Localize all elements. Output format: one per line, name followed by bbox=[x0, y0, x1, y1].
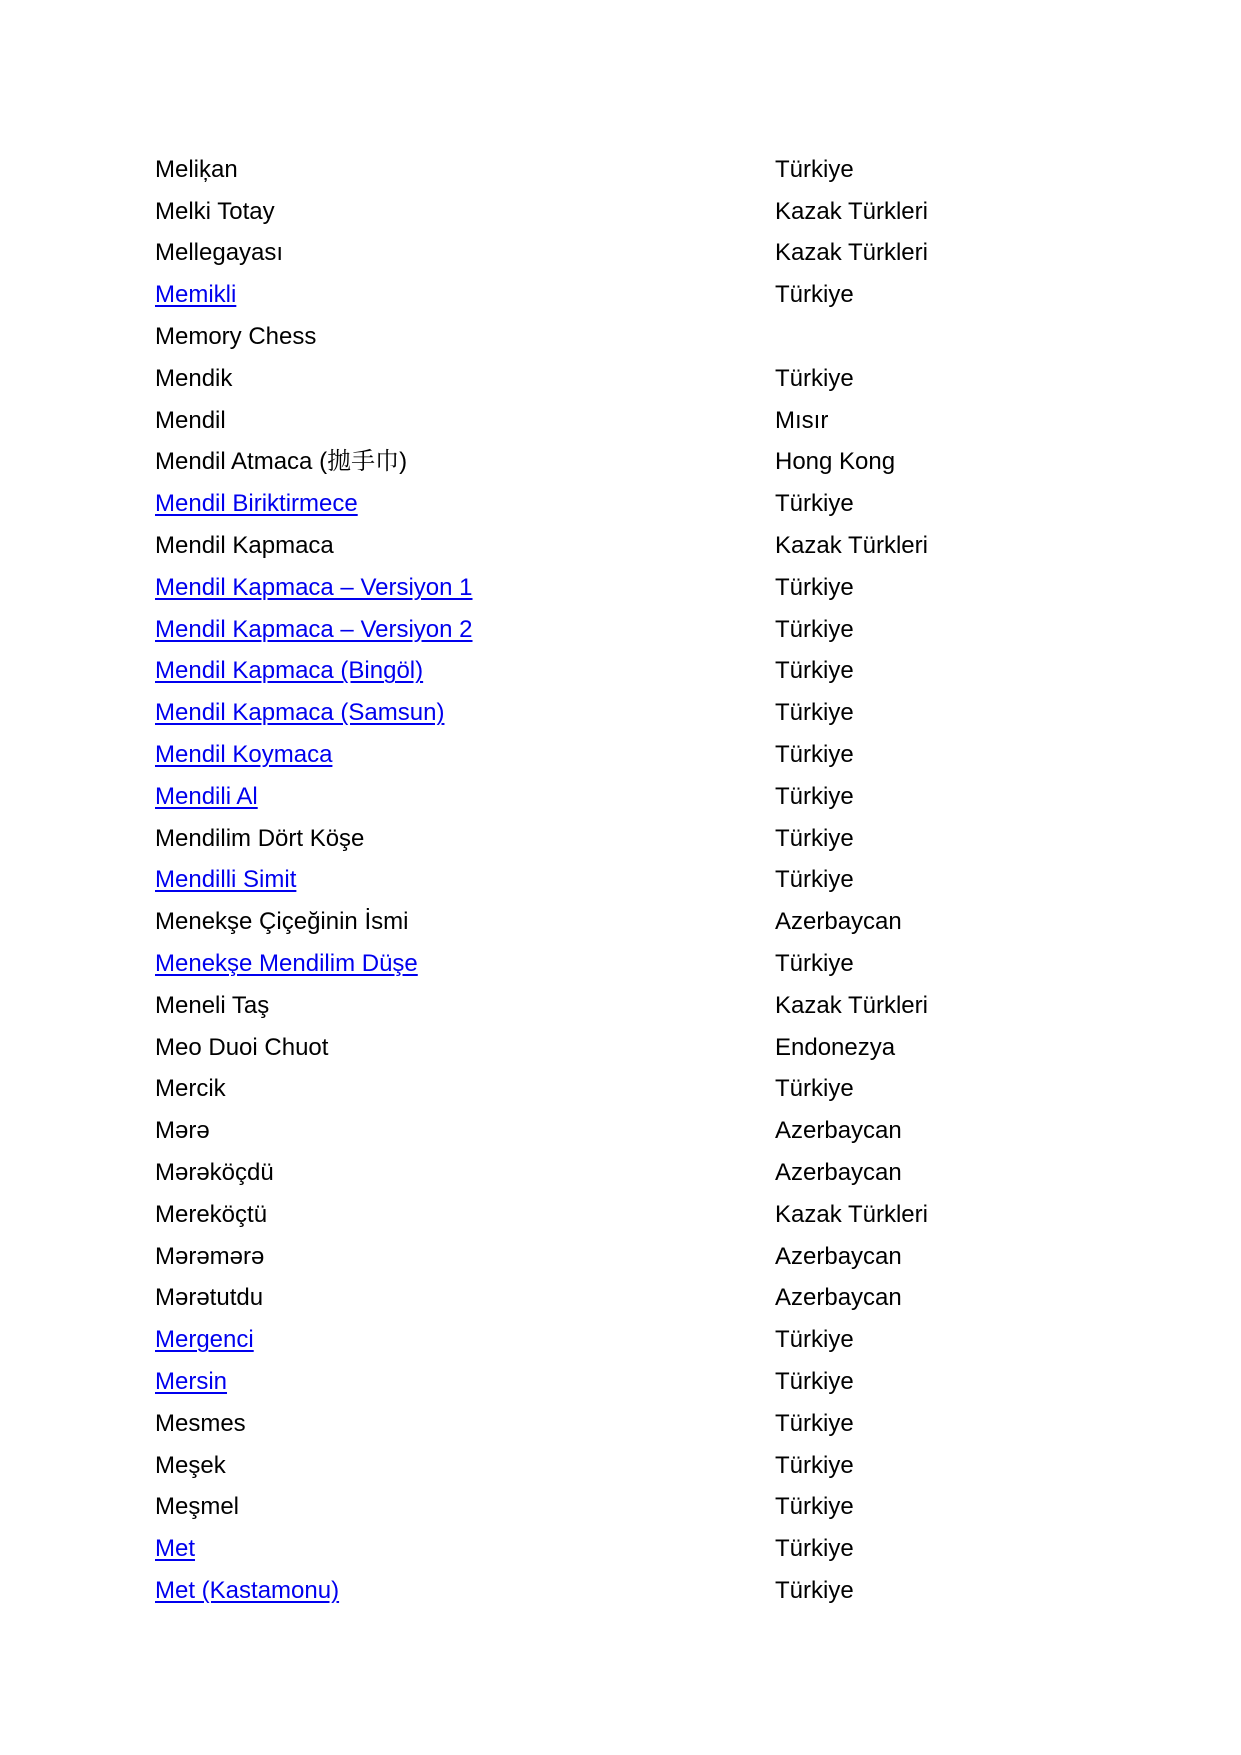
country-name: Azerbaycan bbox=[775, 1159, 902, 1187]
game-name-link[interactable]: Mendil Biriktirmece bbox=[155, 490, 358, 518]
list-item bbox=[155, 734, 1055, 776]
country-name: Kazak Türkleri bbox=[775, 532, 928, 560]
country-name: Türkiye bbox=[775, 866, 854, 894]
game-name-link[interactable]: Mendilli Simit bbox=[155, 866, 297, 894]
game-name: Mərə bbox=[155, 1117, 210, 1145]
list-item bbox=[155, 1361, 1055, 1403]
game-name-link[interactable]: Mendil Kapmaca (Bingöl) bbox=[155, 657, 424, 685]
list-item bbox=[155, 609, 1055, 651]
country-name: Türkiye bbox=[775, 615, 854, 643]
country-name: Mısır bbox=[775, 406, 829, 434]
game-name: Mereköçtü bbox=[155, 1200, 268, 1228]
game-name: Mendil Atmaca (拋手巾) bbox=[155, 448, 408, 476]
country-name: Türkiye bbox=[775, 824, 854, 852]
country-name: Türkiye bbox=[775, 1535, 854, 1563]
list-item bbox=[155, 1570, 1055, 1612]
game-name: Meşek bbox=[155, 1451, 226, 1479]
country-name: Türkiye bbox=[775, 1368, 854, 1395]
country-name: Türkiye bbox=[775, 281, 854, 309]
list-item bbox=[155, 442, 1055, 484]
game-list bbox=[155, 149, 1055, 1612]
list-item bbox=[155, 233, 1055, 275]
game-name-link[interactable]: Mendili Al bbox=[155, 782, 258, 810]
list-item bbox=[155, 943, 1055, 985]
list-item bbox=[155, 1152, 1055, 1194]
list-item bbox=[155, 525, 1055, 567]
game-name: Meneli Taş bbox=[155, 991, 270, 1019]
country-name: Türkiye bbox=[775, 1326, 854, 1354]
country-name: Azerbaycan bbox=[775, 1284, 902, 1312]
game-name: Meliķan bbox=[155, 155, 238, 183]
game-name-link[interactable]: Memikli bbox=[155, 281, 237, 309]
country-name: Türkiye bbox=[775, 490, 854, 518]
list-item bbox=[155, 1110, 1055, 1152]
game-name-link[interactable]: Mendil Kapmaca – Versiyon 1 bbox=[155, 573, 473, 601]
list-item bbox=[155, 651, 1055, 693]
country-name: Türkiye bbox=[775, 1409, 854, 1437]
game-name: Mendilim Dört Köşe bbox=[155, 824, 365, 852]
country-name: Türkiye bbox=[775, 699, 854, 727]
game-name: Mercik bbox=[155, 1075, 226, 1103]
country-name: Türkiye bbox=[775, 741, 854, 769]
game-name-link[interactable]: Mendil Koymaca bbox=[155, 741, 333, 769]
game-name: Mərəköçdü bbox=[155, 1159, 274, 1187]
country-name: Türkiye bbox=[775, 950, 854, 978]
country-name: Türkiye bbox=[775, 1451, 854, 1479]
list-item bbox=[155, 483, 1055, 525]
game-name-link[interactable]: Mersin bbox=[155, 1368, 228, 1395]
list-item bbox=[155, 358, 1055, 400]
list-item bbox=[155, 1069, 1055, 1111]
game-name: Mendik bbox=[155, 364, 233, 392]
country-name: Türkiye bbox=[775, 657, 854, 685]
game-name: Meo Duoi Chuot bbox=[155, 1033, 329, 1061]
country-name: Endonezya bbox=[775, 1033, 896, 1061]
list-item bbox=[155, 567, 1055, 609]
game-name-link[interactable]: Mergenci bbox=[155, 1326, 254, 1354]
country-name: Kazak Türkleri bbox=[775, 239, 928, 267]
list-item bbox=[155, 692, 1055, 734]
country-name: Kazak Türkleri bbox=[775, 197, 928, 225]
list-item bbox=[155, 1194, 1055, 1236]
game-name: Mesmes bbox=[155, 1409, 246, 1437]
list-item bbox=[155, 400, 1055, 442]
list-item bbox=[155, 149, 1055, 191]
country-name: Azerbaycan bbox=[775, 1117, 902, 1145]
game-name-link[interactable]: Mendil Kapmaca (Samsun) bbox=[155, 699, 445, 727]
game-name: Mendil bbox=[155, 406, 226, 434]
list-item bbox=[155, 985, 1055, 1027]
game-name: Memory Chess bbox=[155, 323, 317, 351]
list-item bbox=[155, 1403, 1055, 1445]
game-name-link[interactable]: Mendil Kapmaca – Versiyon 2 bbox=[155, 615, 473, 643]
country-name: Türkiye bbox=[775, 364, 854, 392]
list-item bbox=[155, 274, 1055, 316]
country-name: Türkiye bbox=[775, 155, 854, 183]
game-name-link[interactable]: Met bbox=[155, 1535, 196, 1563]
list-item bbox=[155, 1236, 1055, 1278]
country-name: Hong Kong bbox=[775, 448, 896, 476]
game-name: Menekşe Çiçeğinin İsmi bbox=[155, 908, 409, 936]
list-item bbox=[155, 1487, 1055, 1529]
country-name: Türkiye bbox=[775, 1576, 854, 1604]
list-item bbox=[155, 316, 1055, 358]
list-item bbox=[155, 191, 1055, 233]
list-item bbox=[155, 1278, 1055, 1320]
country-name: Kazak Türkleri bbox=[775, 1200, 928, 1228]
game-name: Mendil Kapmaca bbox=[155, 532, 334, 560]
list-item bbox=[155, 860, 1055, 902]
game-name: Melki Totay bbox=[155, 197, 275, 225]
country-name: Kazak Türkleri bbox=[775, 991, 928, 1019]
country-name: Türkiye bbox=[775, 573, 854, 601]
country-name: Azerbaycan bbox=[775, 908, 902, 936]
list-item bbox=[155, 776, 1055, 818]
country-name: Azerbaycan bbox=[775, 1242, 902, 1270]
game-name: Mellegayası bbox=[155, 239, 284, 267]
country-name: Türkiye bbox=[775, 1493, 854, 1521]
list-item bbox=[155, 818, 1055, 860]
country-name: Türkiye bbox=[775, 1075, 854, 1103]
list-item bbox=[155, 1027, 1055, 1069]
list-item bbox=[155, 1445, 1055, 1487]
list-item bbox=[155, 901, 1055, 943]
game-name-link[interactable]: Menekşe Mendilim Düşe bbox=[155, 950, 418, 978]
game-name-link[interactable]: Met (Kastamonu) bbox=[155, 1576, 340, 1604]
game-name: Mərətutdu bbox=[155, 1284, 264, 1312]
game-name: Meşmel bbox=[155, 1493, 240, 1521]
list-item bbox=[155, 1319, 1055, 1361]
game-name: Mərəmərə bbox=[155, 1242, 265, 1270]
country-name: Türkiye bbox=[775, 782, 854, 810]
list-item bbox=[155, 1528, 1055, 1570]
